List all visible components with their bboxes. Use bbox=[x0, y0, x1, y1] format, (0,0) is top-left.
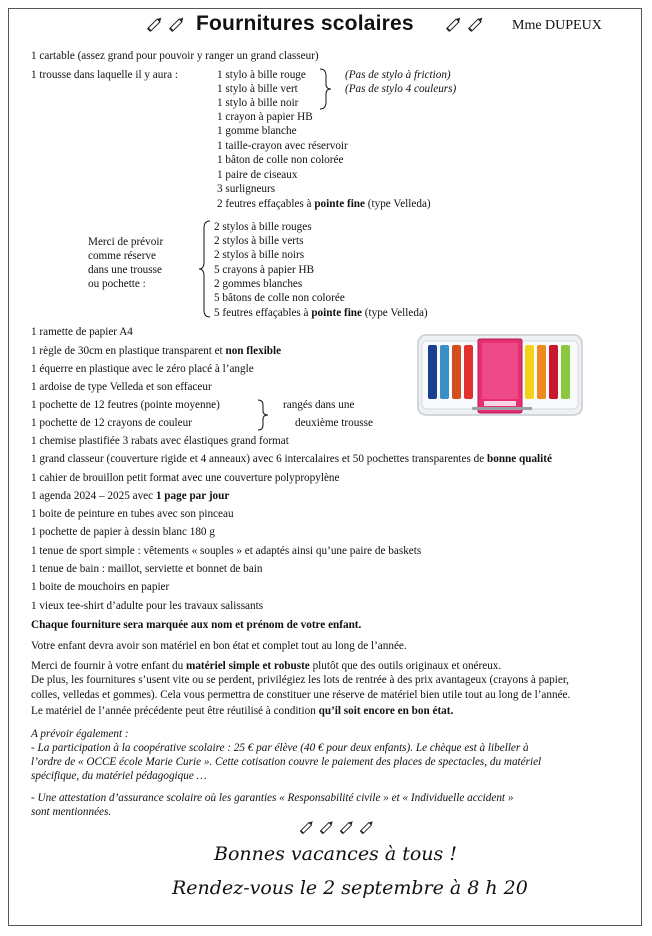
list-item: 1 stylo à bille vert bbox=[217, 83, 298, 95]
ranges-note-line: rangés dans une bbox=[283, 399, 355, 411]
item-feutres: 1 pochette de 12 feutres (pointe moyenne) bbox=[31, 399, 220, 411]
page-title: Fournitures scolaires bbox=[196, 12, 414, 35]
prevoir-assurance-line: - Une attestation d’assurance scolaire où les garanties « Responsabilité civile » et « Individuelle accident » bbox=[31, 792, 514, 804]
item-brouillon: 1 cahier de brouillon petit format avec une couverture polypropylène bbox=[31, 472, 340, 484]
list-item: 5 crayons à papier HB bbox=[214, 264, 315, 276]
paint-box-image bbox=[416, 331, 584, 419]
prevoir-coop-line: spécifique, du matériel pédagogique … bbox=[31, 770, 207, 782]
prevoir-coop-line: l’ordre de « OCCE école Marie Curie ». Cette cotisation couvre le paiement des places de spectacles, du matériel bbox=[31, 756, 542, 768]
pencil-icon bbox=[466, 14, 486, 34]
ranges-note-line: deuxième trousse bbox=[295, 417, 373, 429]
reserve-label-line: ou pochette : bbox=[88, 278, 146, 290]
item-classeur: 1 grand classeur (couverture rigide et 4 anneaux) avec 6 intercalaires et 50 pochettes transparentes de bonne qualité bbox=[31, 453, 552, 465]
list-item: 1 stylo à bille noir bbox=[217, 97, 299, 109]
list-item: 1 taille-crayon avec réservoir bbox=[217, 140, 348, 152]
item-bain: 1 tenue de bain : maillot, serviette et bonnet de bain bbox=[31, 563, 263, 575]
item-cartable: 1 cartable (assez grand pour pouvoir y ranger un grand classeur) bbox=[31, 50, 319, 62]
item-ardoise: 1 ardoise de type Velleda et son effaceur bbox=[31, 381, 212, 393]
pencil-group-right bbox=[444, 14, 486, 34]
item-regle: 1 règle de 30cm en plastique transparent et non flexible bbox=[31, 345, 282, 357]
list-item: 1 bâton de colle non colorée bbox=[217, 154, 344, 166]
list-item: 2 stylos à bille noirs bbox=[214, 249, 305, 261]
list-item: 5 bâtons de colle non colorée bbox=[214, 292, 345, 304]
reserve-label-line: comme réserve bbox=[88, 250, 157, 262]
item-mouchoirs: 1 boite de mouchoirs en papier bbox=[31, 581, 170, 593]
pencil-icon bbox=[338, 818, 356, 836]
reserve-label-line: Merci de prévoir bbox=[88, 236, 164, 248]
trousse-note-4-couleurs: (Pas de stylo 4 couleurs) bbox=[345, 83, 457, 95]
list-item: 2 stylos à bille rouges bbox=[214, 221, 312, 233]
closing-vacances: Bonnes vacances à tous ! bbox=[214, 843, 457, 865]
item-ramette: 1 ramette de papier A4 bbox=[31, 326, 133, 338]
pencil-icon bbox=[444, 14, 464, 34]
item-peinture: 1 boite de peinture en tubes avec son pinceau bbox=[31, 508, 234, 520]
closing-rendez-vous: Rendez-vous le 2 septembre à 8 h 20 bbox=[172, 877, 528, 899]
pencil-icon bbox=[358, 818, 376, 836]
list-item: 1 crayon à papier HB bbox=[217, 111, 313, 123]
item-sport: 1 tenue de sport simple : vêtements « souples » et adaptés ainsi qu’une paire de baskets bbox=[31, 545, 422, 557]
note-etat: Votre enfant devra avoir son matériel en bon état et complet tout au long de l’année. bbox=[31, 640, 407, 652]
list-item: 2 stylos à bille verts bbox=[214, 235, 304, 247]
pencil-icon bbox=[145, 14, 165, 34]
note-precedente: Le matériel de l’année précédente peut être réutilisé à condition qu’il soit encore en bon état. bbox=[31, 705, 454, 717]
item-crayons-couleur: 1 pochette de 12 crayons de couleur bbox=[31, 417, 192, 429]
trousse-label: 1 trousse dans laquelle il y aura : bbox=[31, 69, 178, 81]
list-item: 5 feutres effaçables à pointe fine (type Velleda) bbox=[214, 307, 428, 319]
trousse-note-friction: (Pas de stylo à friction) bbox=[345, 69, 451, 81]
note-marque: Chaque fourniture sera marquée aux nom et prénom de votre enfant. bbox=[31, 619, 362, 631]
list-item: 1 paire de ciseaux bbox=[217, 169, 298, 181]
item-equerre: 1 équerre en plastique avec le zéro placé à l’angle bbox=[31, 363, 254, 375]
prevoir-heading: A prévoir également : bbox=[31, 728, 129, 740]
pencil-icon bbox=[298, 818, 316, 836]
prevoir-coop-line: - La participation à la coopérative scolaire : 25 € par élève (40 € pour deux enfants). Le chèque est à libeller à bbox=[31, 742, 529, 754]
note-plus-line: De plus, les fournitures s’usent vite ou se perdent, privilégiez les lots de rentrée à des prix avantageux (crayons à papier, bbox=[31, 674, 569, 686]
item-agenda: 1 agenda 2024 – 2025 avec 1 page par jour bbox=[31, 490, 230, 502]
list-item: 2 feutres effaçables à pointe fine (type Velleda) bbox=[217, 198, 431, 210]
note-plus-line: colles, velledas et gommes). Cela vous permettra de constituer une réserve de matériel bien utile tout au long de l’année. bbox=[31, 689, 571, 701]
note-simple: Merci de fournir à votre enfant du matériel simple et robuste plutôt que des outils originaux et onéreux. bbox=[31, 660, 502, 672]
teacher-name: Mme DUPEUX bbox=[512, 18, 602, 33]
curly-brace bbox=[198, 220, 212, 318]
item-dessin: 1 pochette de papier à dessin blanc 180 g bbox=[31, 526, 215, 538]
list-item: 1 stylo à bille rouge bbox=[217, 69, 306, 81]
item-teeshirt: 1 vieux tee-shirt d’adulte pour les travaux salissants bbox=[31, 600, 264, 612]
pencil-group-left bbox=[145, 14, 187, 34]
curly-brace bbox=[257, 399, 269, 431]
list-item: 1 gomme blanche bbox=[217, 125, 297, 137]
pencil-icon bbox=[318, 818, 336, 836]
item-chemise: 1 chemise plastifiée 3 rabats avec élastiques grand format bbox=[31, 435, 289, 447]
prevoir-assurance-line: sont mentionnées. bbox=[31, 806, 112, 818]
pencil-icon bbox=[167, 14, 187, 34]
pencil-group-footer bbox=[298, 818, 376, 836]
list-item: 3 surligneurs bbox=[217, 183, 276, 195]
curly-brace bbox=[318, 68, 332, 110]
list-item: 2 gommes blanches bbox=[214, 278, 303, 290]
reserve-label-line: dans une trousse bbox=[88, 264, 162, 276]
